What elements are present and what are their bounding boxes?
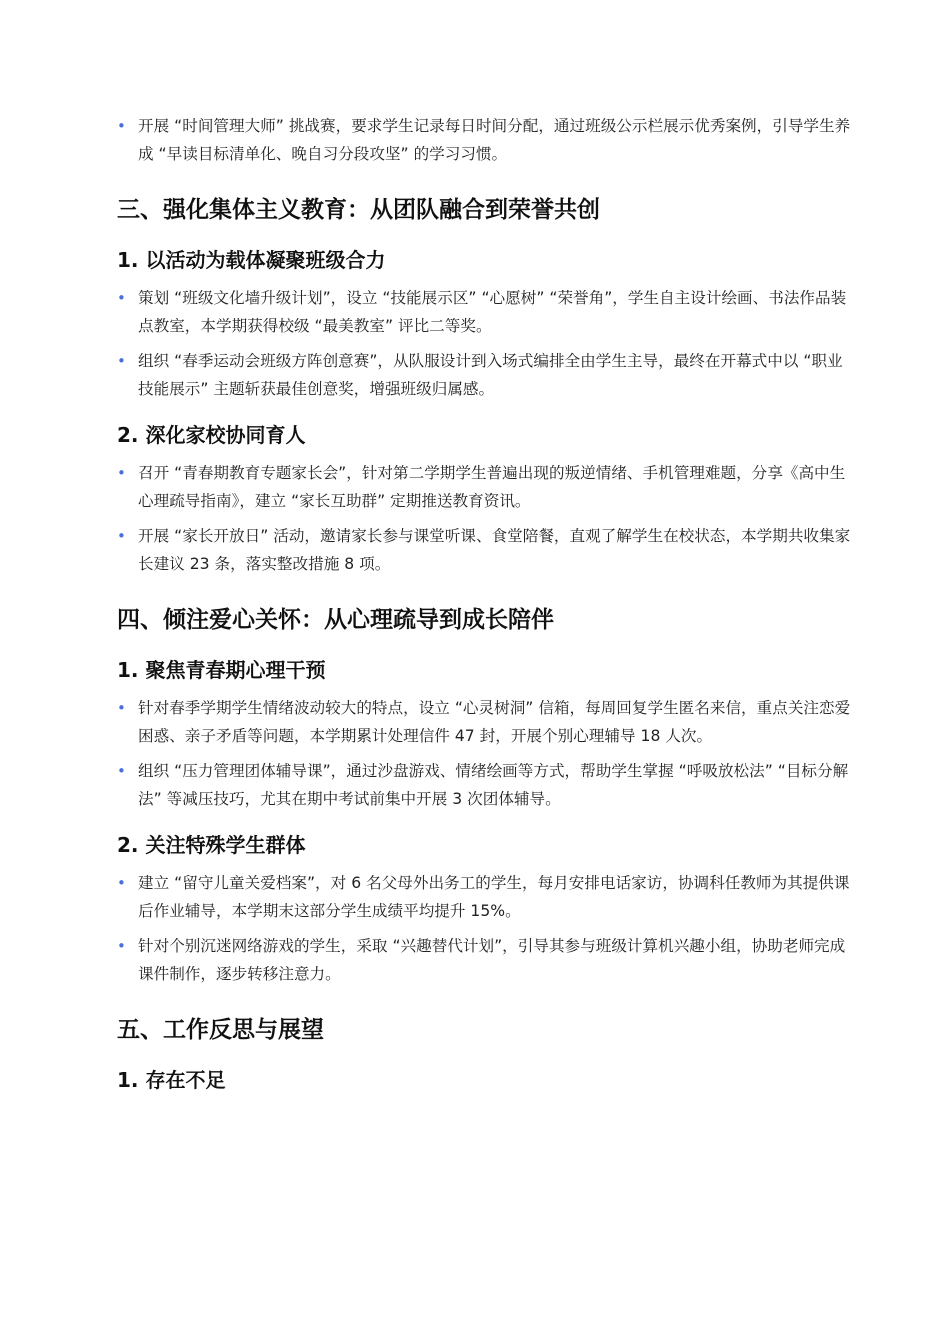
subsection-heading: 1. 聚焦青春期心理干预 xyxy=(117,658,326,682)
list-item-text: 组织 “春季运动会班级方阵创意赛”，从队服设计到入场式编排全由学生主导，最终在开幕式中以 “职业技能展示” 主题斩获最佳创意奖，增强班级归属感。 xyxy=(138,352,843,398)
list-item-text: 开展 “时间管理大师” 挑战赛，要求学生记录每日时间分配，通过班级公示栏展示优秀案例，引导学生养成 “早读目标清单化、晚自习分段攻坚” 的学习习惯。 xyxy=(138,117,851,163)
section-heading: 四、倾注爱心关怀：从心理疏导到成长陪伴 xyxy=(117,607,554,633)
bullet-icon: • xyxy=(117,937,126,955)
bullet-icon: • xyxy=(117,874,126,892)
list-item xyxy=(117,694,852,750)
list-item xyxy=(117,284,852,340)
bullet-icon: • xyxy=(117,527,126,545)
list-item xyxy=(117,112,852,168)
list-item xyxy=(117,932,852,988)
list-item xyxy=(117,522,852,578)
list-item-text: 策划 “班级文化墙升级计划”，设立 “技能展示区” “心愿树” “荣誉角”，学生自主设计绘画、书法作品装点教室，本学期获得校级 “最美教室” 评比二等奖。 xyxy=(138,289,847,335)
list-item-text: 针对个别沉迷网络游戏的学生，采取 “兴趣替代计划”，引导其参与班级计算机兴趣小组，协助老师完成课件制作，逐步转移注意力。 xyxy=(138,937,846,983)
list-item-text: 开展 “家长开放日” 活动，邀请家长参与课堂听课、食堂陪餐，直观了解学生在校状态，本学期共收集家长建议 23 条，落实整改措施 8 项。 xyxy=(138,527,851,573)
bullet-icon: • xyxy=(117,464,126,482)
list-item-text: 组织 “压力管理团体辅导课”，通过沙盘游戏、情绪绘画等方式，帮助学生掌握 “呼吸放松法” “目标分解法” 等减压技巧，尤其在期中考试前集中开展 3 次团体辅导。 xyxy=(138,762,849,808)
intro-bullet-list xyxy=(117,112,852,168)
bullet-icon: • xyxy=(117,289,126,307)
list-item xyxy=(117,459,852,515)
section-heading: 五、工作反思与展望 xyxy=(117,1017,324,1043)
document-page xyxy=(117,112,852,1104)
section-heading: 三、强化集体主义教育：从团队融合到荣誉共创 xyxy=(117,197,600,223)
list-item xyxy=(117,869,852,925)
bullet-list xyxy=(117,459,852,578)
bullet-icon: • xyxy=(117,117,126,135)
bullet-list xyxy=(117,694,852,813)
subsection-heading: 1. 以活动为载体凝聚班级合力 xyxy=(117,248,386,272)
bullet-list xyxy=(117,284,852,403)
list-item-text: 召开 “青春期教育专题家长会”，针对第二学期学生普遍出现的叛逆情绪、手机管理难题，分享《高中生心理疏导指南》，建立 “家长互助群” 定期推送教育资讯。 xyxy=(138,464,846,510)
bullet-list xyxy=(117,869,852,988)
subsection-heading: 1. 存在不足 xyxy=(117,1068,226,1092)
subsection-heading: 2. 关注特殊学生群体 xyxy=(117,833,306,857)
bullet-icon: • xyxy=(117,352,126,370)
subsection-heading: 2. 深化家校协同育人 xyxy=(117,423,306,447)
list-item xyxy=(117,757,852,813)
list-item-text: 建立 “留守儿童关爱档案”，对 6 名父母外出务工的学生，每月安排电话家访，协调科任教师为其提供课后作业辅导，本学期末这部分学生成绩平均提升 15%。 xyxy=(138,874,850,920)
bullet-icon: • xyxy=(117,699,126,717)
bullet-icon: • xyxy=(117,762,126,780)
list-item xyxy=(117,347,852,403)
list-item-text: 针对春季学期学生情绪波动较大的特点，设立 “心灵树洞” 信箱，每周回复学生匿名来信，重点关注恋爱困惑、亲子矛盾等问题，本学期累计处理信件 47 封，开展个别心理辅导 18 人次。 xyxy=(138,699,851,745)
